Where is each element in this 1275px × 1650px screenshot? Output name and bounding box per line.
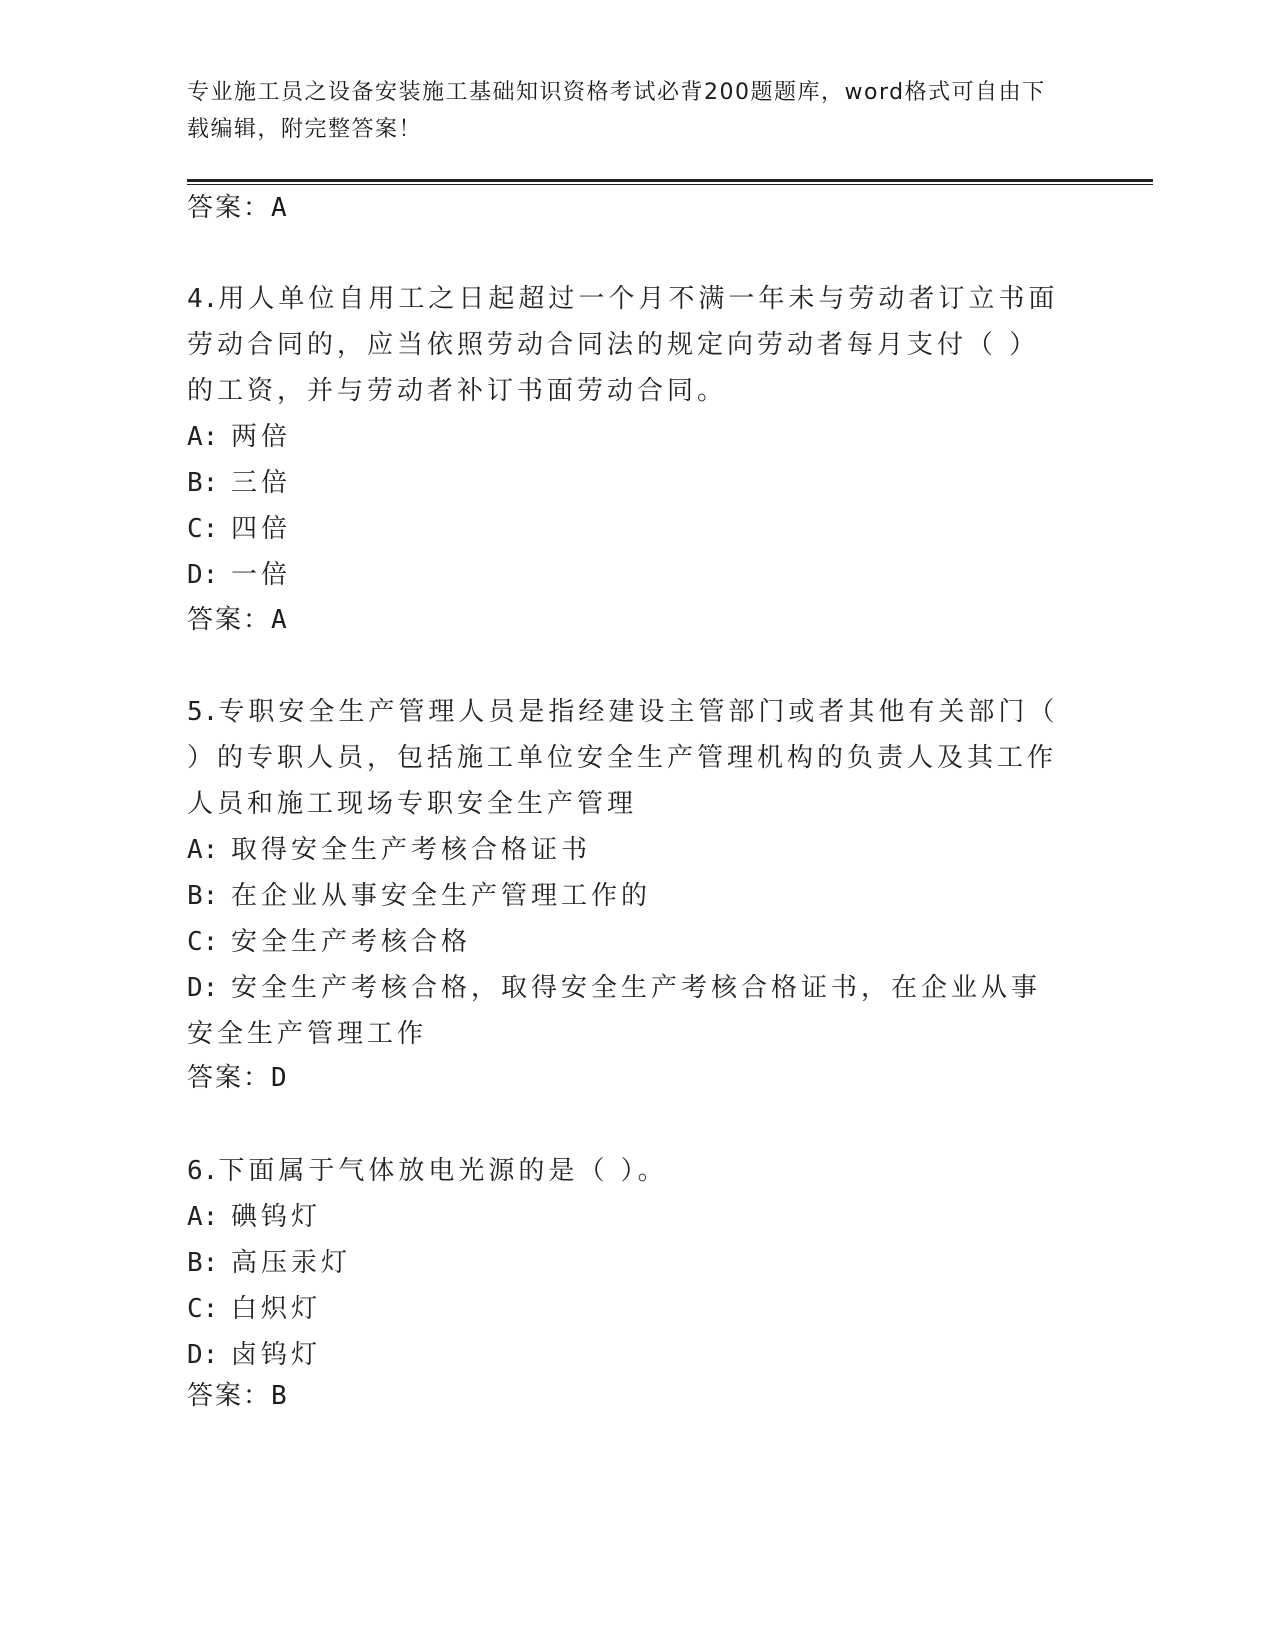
- option-key: D:: [187, 973, 219, 1003]
- answer-label: 答案：: [187, 605, 272, 635]
- option-text: 一倍: [231, 560, 292, 590]
- answer-line: [187, 1058, 287, 1098]
- option-a: [187, 414, 1067, 460]
- question-stem: [187, 1148, 1067, 1194]
- option-b: [187, 873, 1067, 919]
- option-text: 白炽灯: [231, 1294, 322, 1324]
- question-4: [187, 276, 1067, 598]
- answer-value: B: [271, 1381, 287, 1411]
- option-d: [187, 965, 1067, 1057]
- question-stem: [187, 689, 1067, 827]
- question-text: 用人单位自用工之日起超过一个月不满一年未与劳动者订立书面劳动合同的，应当依照劳动合同法的规定向劳动者每月支付（ ）的工资，并与劳动者补订书面劳动合同。: [187, 284, 1059, 406]
- answer-value: D: [271, 1063, 287, 1093]
- question-text: 专职安全生产管理人员是指经建设主管部门或者其他有关部门（ ）的专职人员，包括施工单位安全生产管理机构的负责人及其工作人员和施工现场专职安全生产管理: [187, 697, 1059, 819]
- option-key: A:: [187, 1202, 219, 1232]
- option-d: [187, 552, 1067, 598]
- option-key: B:: [187, 1248, 219, 1278]
- option-key: D:: [187, 1340, 219, 1370]
- header-rule: [187, 179, 1153, 182]
- answer-line: [187, 1376, 287, 1416]
- option-text: 安全生产考核合格，取得安全生产考核合格证书，在企业从事安全生产管理工作: [187, 973, 1042, 1049]
- answer-label: 答案：: [187, 193, 272, 223]
- option-key: C:: [187, 927, 219, 957]
- option-b: [187, 1240, 1067, 1286]
- option-key: B:: [187, 881, 219, 911]
- option-d: [187, 1332, 1067, 1378]
- answer-value: A: [271, 605, 287, 635]
- option-key: B:: [187, 468, 219, 498]
- option-key: D:: [187, 560, 219, 590]
- answer-value: A: [271, 193, 287, 223]
- option-text: 取得安全生产考核合格证书: [231, 835, 592, 865]
- question-text: 下面属于气体放电光源的是（ ）。: [218, 1156, 668, 1186]
- answer-label: 答案：: [187, 1063, 272, 1093]
- question-stem: [187, 276, 1067, 414]
- option-text: 安全生产考核合格: [231, 927, 472, 957]
- option-text: 三倍: [231, 468, 292, 498]
- page-header: [187, 74, 1067, 148]
- option-text: 碘钨灯: [231, 1202, 322, 1232]
- header-rule-secondary: [187, 184, 1153, 185]
- option-key: C:: [187, 1294, 219, 1324]
- option-text: 四倍: [231, 514, 292, 544]
- option-text: 两倍: [231, 422, 292, 452]
- option-text: 卤钨灯: [231, 1340, 322, 1370]
- option-a: [187, 1194, 1067, 1240]
- option-text: 高压汞灯: [231, 1248, 352, 1278]
- question-number: 5.: [187, 697, 219, 727]
- option-text: 在企业从事安全生产管理工作的: [231, 881, 652, 911]
- option-key: A:: [187, 422, 219, 452]
- question-5: [187, 689, 1067, 1057]
- question-number: 4.: [187, 284, 219, 314]
- question-6: [187, 1148, 1067, 1378]
- answer-line: [187, 600, 287, 640]
- answer-line: [187, 188, 287, 228]
- option-c: [187, 919, 1067, 965]
- option-c: [187, 1286, 1067, 1332]
- answer-label: 答案：: [187, 1381, 272, 1411]
- option-key: C:: [187, 514, 219, 544]
- option-a: [187, 827, 1067, 873]
- option-b: [187, 460, 1067, 506]
- question-number: 6.: [187, 1156, 219, 1186]
- header-text: 专业施工员之设备安装施工基础知识资格考试必背200题题库，word格式可自由下载编辑，附完整答案！: [187, 80, 1046, 142]
- option-key: A:: [187, 835, 219, 865]
- option-c: [187, 506, 1067, 552]
